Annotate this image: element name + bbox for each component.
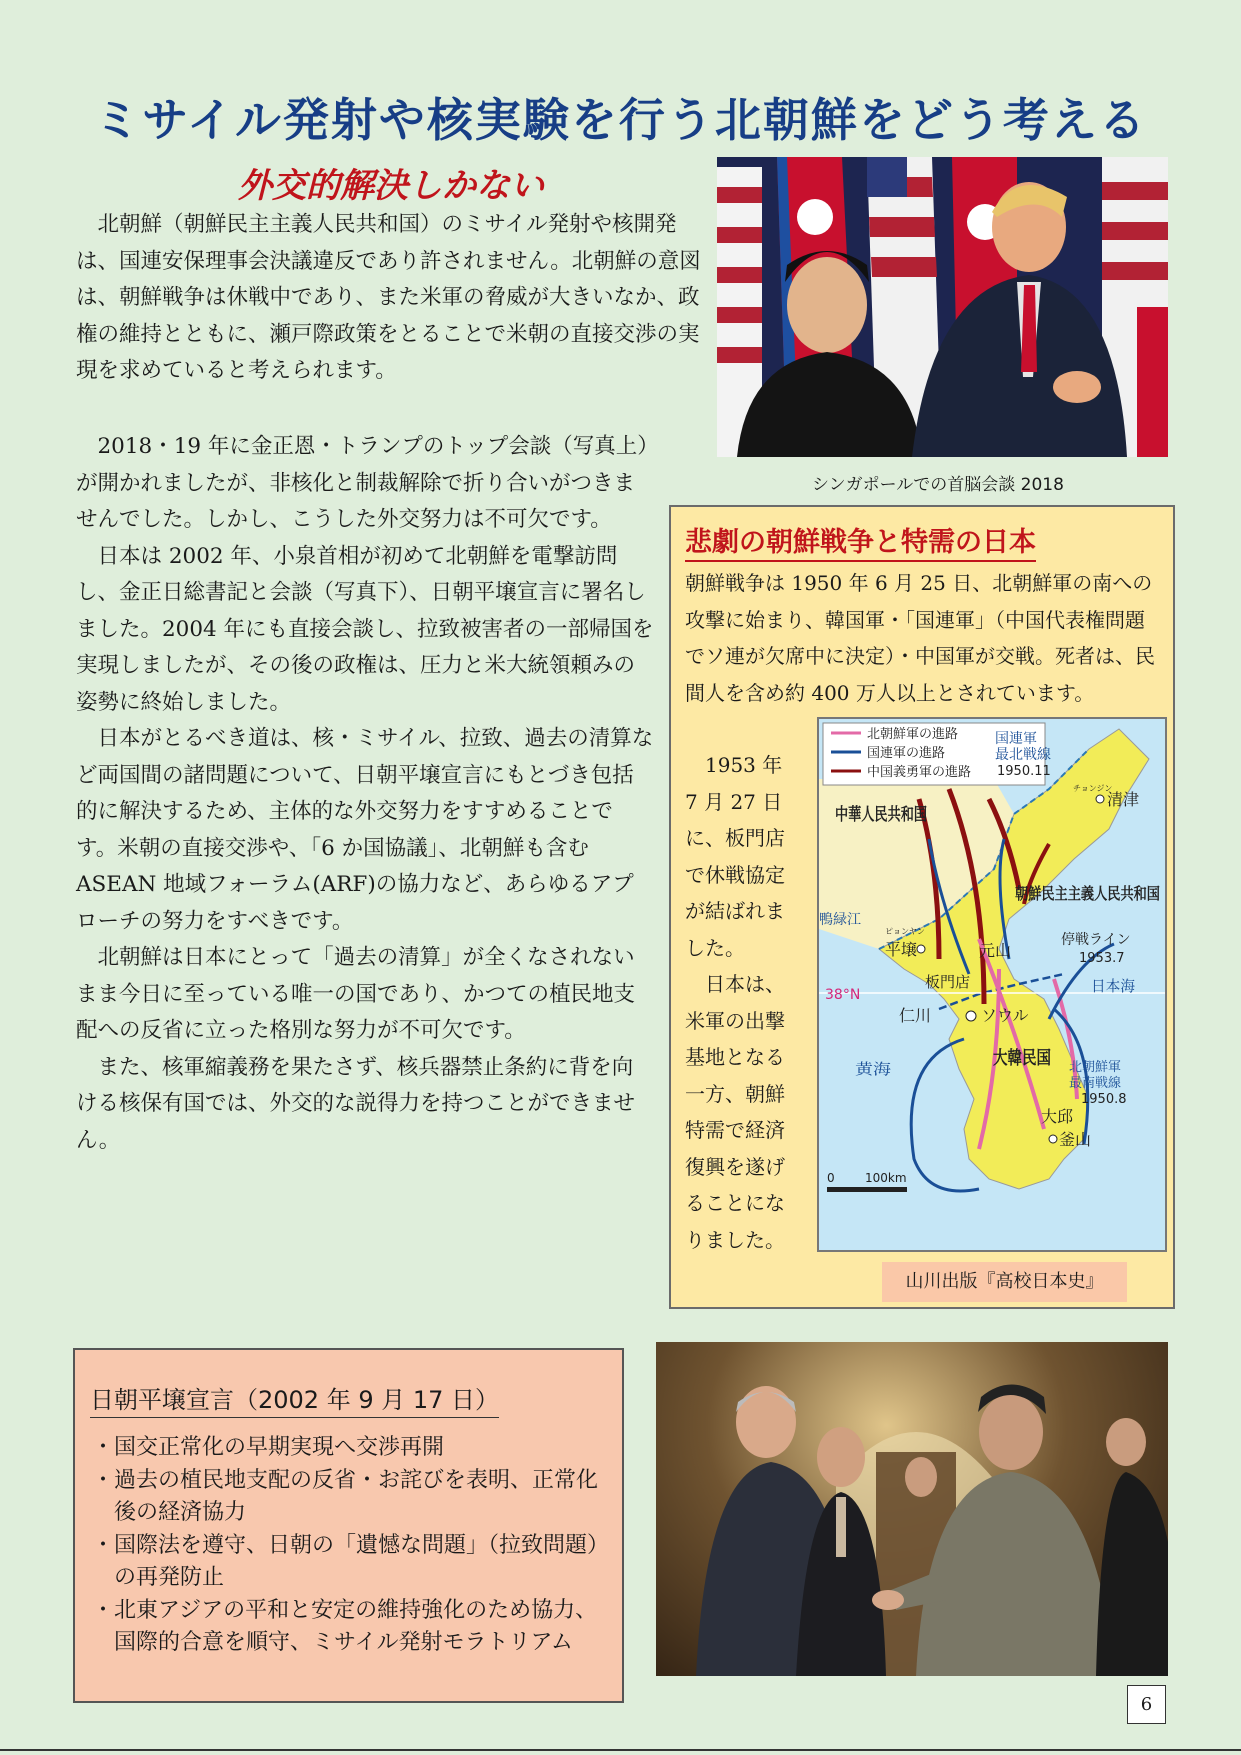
photo-caption: シンガポールでの首脳会談 2018 (812, 475, 1064, 495)
page-number: 6 (1127, 1685, 1166, 1724)
bottom-divider (0, 1749, 1241, 1751)
map-scale-zero: 0 (827, 1171, 835, 1185)
map-city-daegu: 大邱 (1041, 1107, 1074, 1126)
map-label-dprk: 朝鮮民主主義人民共和国 (1015, 884, 1160, 903)
handshake-icon (872, 1590, 904, 1610)
declaration-title (90, 1380, 499, 1418)
article-column-bottom (76, 429, 654, 1159)
map-city-panmunjom: 板門店 (925, 973, 971, 991)
handshake-photo-illustration (656, 1342, 1168, 1676)
korean-war-map (817, 717, 1167, 1252)
map-city-chongjin: 清津 (1107, 790, 1140, 809)
war-box-title: 悲劇の朝鮮戦争と特需の日本 (685, 520, 1036, 562)
map-label-nk-date: 1950.8 (1081, 1092, 1127, 1107)
korea-map-illustration (819, 719, 1165, 1250)
declaration-name: 日朝平壌宣言 (90, 1386, 234, 1414)
map-label-armistice-date: 1953.7 (1079, 951, 1125, 966)
map-label-sea: 黄海 (855, 1060, 891, 1078)
map-label-armistice: 停戦ライン (1061, 932, 1131, 948)
map-city-wonsan: 元山 (979, 941, 1012, 960)
map-label-ruby: ピョンヤン (885, 927, 925, 936)
map-label-yalu: 鴨緑江 (819, 912, 861, 928)
map-label-nk-front: 北朝鮮軍 (1069, 1060, 1122, 1075)
map-city-marker (966, 1011, 976, 1021)
map-city-pyongyang: 平壌 (885, 940, 918, 959)
map-label-un-date: 1950.11 (997, 764, 1051, 779)
map-label-sea: 日本海 (1091, 977, 1135, 995)
scale-bar-icon (827, 1187, 907, 1192)
summit-photo-illustration (717, 157, 1168, 457)
war-narrow-paragraph: 日本は、米軍の出撃基地となる一方、朝鮮特需で経済復興を遂げることになりました。 (685, 972, 785, 1252)
map-legend-item: 北朝鮮軍の進路 (867, 727, 959, 742)
war-box-text (685, 565, 1163, 711)
list-item: ・ 国交正常化の早期実現へ交渉再開 (92, 1432, 614, 1465)
page-title: ミサイル発射や核実験を行う北朝鮮をどう考える (94, 93, 1147, 147)
bystander-icon (1096, 1418, 1168, 1676)
map-label-ruby: チョンジン (1073, 784, 1113, 793)
map-label-un-front: 最北戦線 (995, 747, 1051, 763)
map-city-seoul: ソウル (981, 1006, 1029, 1025)
article-paragraph: 2018・19 年に金正恩・トランプのトップ会談（写真上）が開かれましたが、非核化と制裁解除で折り合いがつきませんでした。しかし、こうした外交努力は不可欠です。 (76, 434, 649, 532)
list-item: ・ 過去の植民地支配の反省・お詫びを表明、正常化後の経済協力 (92, 1465, 614, 1530)
article-column-top (76, 207, 712, 390)
map-label-un-front: 国連軍 (995, 731, 1037, 747)
declaration-date: （2002 年 9 月 17 日） (234, 1386, 500, 1414)
article-paragraph: 日本は 2002 年、小泉首相が初めて北朝鮮を電撃訪問し、金正日総書記と会談（写真下）、日朝平壌宣言に署名しました。2004 年にも直接会談し、拉致被害者の一部帰国を実現しましたが、その後の政権は、圧力と米大統領頼みの姿勢に終始しました。 (76, 543, 654, 715)
bystander-icon (905, 1457, 937, 1497)
map-scale: 100km (865, 1171, 907, 1185)
war-text-intro: 朝鮮戦争は 1950 年 6 月 25 日、北朝鮮軍の南への攻撃に始まり、韓国軍・「国連軍」（中国代表権問題でソ連が欠席中に決定）・中国軍が交戦。死者は、民間人を含め約 400 万人以上とされています。 (685, 571, 1155, 705)
article-paragraph: 日本がとるべき道は、核・ミサイル、拉致、過去の清算など両国間の諸問題について、日朝平壌宣言にもとづき包括的に解決するため、主体的な外交努力をすすめることです。米朝の直接交渉や、「6 か国協議」、北朝鮮も含む ASEAN 地域フォーラム(ARF)の協力など、あらゆるアプローチの努力をすべきです。 (76, 726, 654, 934)
map-source: 山川出版『高校日本史』 (882, 1262, 1127, 1302)
map-city-busan: 釜山 (1059, 1130, 1092, 1149)
war-narrow-paragraph: 1953 年 7 月 27 日に、板門店で休戦協定が結ばれました。 (685, 753, 785, 960)
war-box-narrow-text (685, 747, 801, 1258)
map-legend-item: 国連軍の進路 (867, 746, 946, 761)
list-item: ・ 国際法を遵守、日朝の「遺憾な問題」（拉致問題）の再発防止 (92, 1530, 614, 1595)
article-paragraph: また、核軍縮義務を果たさず、核兵器禁止条約に背を向ける核保有国では、外交的な説得力を持つことができません。 (76, 1054, 636, 1153)
map-label-china: 中華人民共和国 (835, 805, 954, 825)
map-city-marker (1049, 1135, 1057, 1143)
map-label-nk-front: 最南戦線 (1069, 1076, 1122, 1091)
map-city-marker (1096, 795, 1104, 803)
page-subtitle: 外交的解決しかない (238, 166, 544, 206)
map-label-rok: 大韓民国 (993, 1048, 1065, 1069)
map-legend-item: 中国義勇軍の進路 (867, 765, 972, 780)
article-paragraph: 北朝鮮は日本にとって「過去の清算」が全くなされないまま今日に至っている唯一の国であり、かつての植民地支配への反省に立った格別な努力が不可欠です。 (76, 945, 636, 1043)
map-city-marker (917, 945, 925, 953)
list-item: ・ 北東アジアの平和と安定の維持強化のため協力、国際的合意を順守、ミサイル発射モラトリアム (92, 1595, 614, 1660)
map-label-parallel: 38°N (825, 987, 861, 1003)
declaration-list (92, 1432, 614, 1660)
summit-photo-2002 (656, 1342, 1168, 1676)
article-paragraph: 北朝鮮（朝鮮民主主義人民共和国）のミサイル発射や核開発は、国連安保理事会決議違反であり許されません。北朝鮮の意図は、朝鮮戦争は休戦中であり、また米軍の脅威が大きいなか、政権の維持とともに、瀬戸際政策をとることで米朝の直接交渉の実現を求めていると考えられます。 (76, 212, 701, 383)
summit-photo-2018 (717, 157, 1168, 457)
map-city-incheon: 仁川 (899, 1006, 932, 1025)
